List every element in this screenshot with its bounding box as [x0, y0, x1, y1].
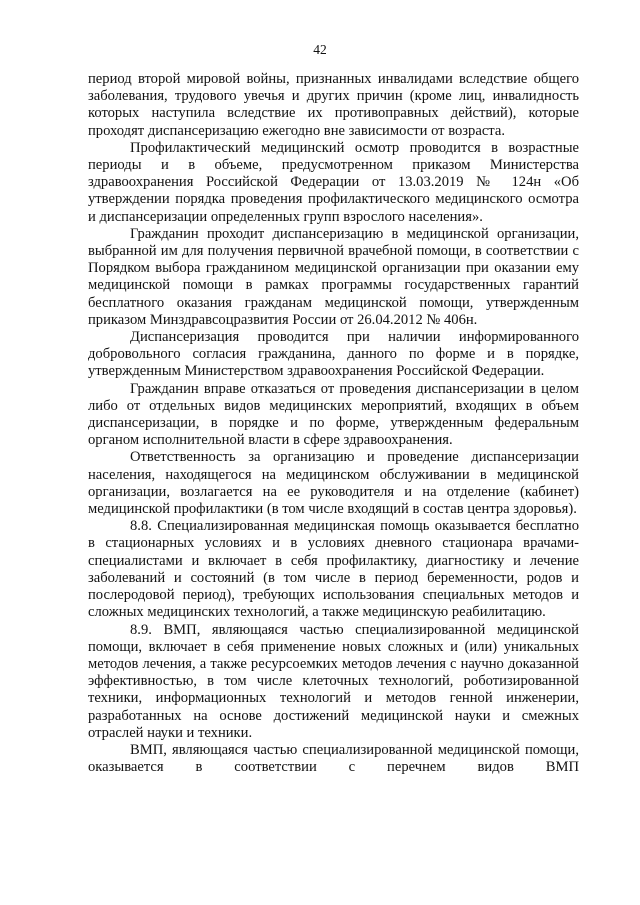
paragraph-consent: Диспансеризация проводится при наличии информированного добровольного согласия гражданина, данного по форме и в порядке, утвержденным Министерством здравоохранения Российской Федерации.	[88, 329, 579, 380]
paragraph-refusal: Гражданин вправе отказаться от проведения диспансеризации в целом либо от отдельных видов медицинских мероприятий, входящих в объем диспансеризации, в порядке и по форме, утвержденным федеральным органом исполнительной власти в сфере здравоохранения.	[88, 380, 579, 449]
paragraph-preventive-exam: Профилактический медицинский осмотр проводится в возрастные периоды и в объеме, предусмотренном приказом Министерства здравоохранения Российской Федерации от 13.03.2019 № 124н «Об утверждении порядка проведения профилактического медицинского осмотра и диспансеризации определенных групп взрослого населения».	[88, 139, 579, 225]
page-number: 42	[313, 42, 327, 57]
paragraph-organization-choice: Гражданин проходит диспансеризацию в медицинской организации, выбранной им для получения первичной врачебной помощи, в соответствии с Порядком выбора гражданином медицинской организации при оказании ему медицинской помощи в рамках программы государственных гарантий бесплатного оказания гражданам медицинской помощи, утвержденным приказом Минздравсоцразвития России от 26.04.2012 № 406н.	[88, 225, 579, 328]
paragraph-8-8: 8.8. Специализированная медицинская помощь оказывается бесплатно в стационарных условиях и в условиях дневного стационара врачами-специалистами и включает в себя профилактику, диагностику и лечение заболеваний и состояний (в том числе в период беременности, родов и послеродовой период), требующих использования специальных методов и сложных медицинских технологий, а также медицинскую реабилитацию.	[88, 518, 579, 621]
paragraph-continuation: период второй мировой войны, признанных инвалидами вследствие общего заболевания, трудового увечья и других причин (кроме лиц, инвалидность которых наступила вследствие их противоправных действий), которые проходят диспансеризацию ежегодно вне зависимости от возраста.	[88, 71, 579, 139]
paragraph-vmp-list: ВМП, являющаяся частью специализированной медицинской помощи, оказывается в соответствии с перечнем видов ВМП	[88, 741, 579, 776]
paragraph-8-9: 8.9. ВМП, являющаяся частью специализированной медицинской помощи, включает в себя применение новых сложных и (или) уникальных методов лечения, а также ресурсоемких методов лечения с научно доказанной эффективностью, в том числе клеточных технологий, роботизированной техники, информационных технологий и методов генной инженерии, разработанных на основе достижений медицинской науки и смежных отраслей науки и техники.	[88, 621, 579, 741]
paragraph-responsibility: Ответственность за организацию и проведение диспансеризации населения, находящегося на медицинском обслуживании в медицинской организации, возлагается на ее руководителя и на отделение (кабинет) медицинской профилактики (в том числе входящий в состав центра здоровья).	[88, 449, 579, 518]
document-body	[88, 71, 579, 776]
